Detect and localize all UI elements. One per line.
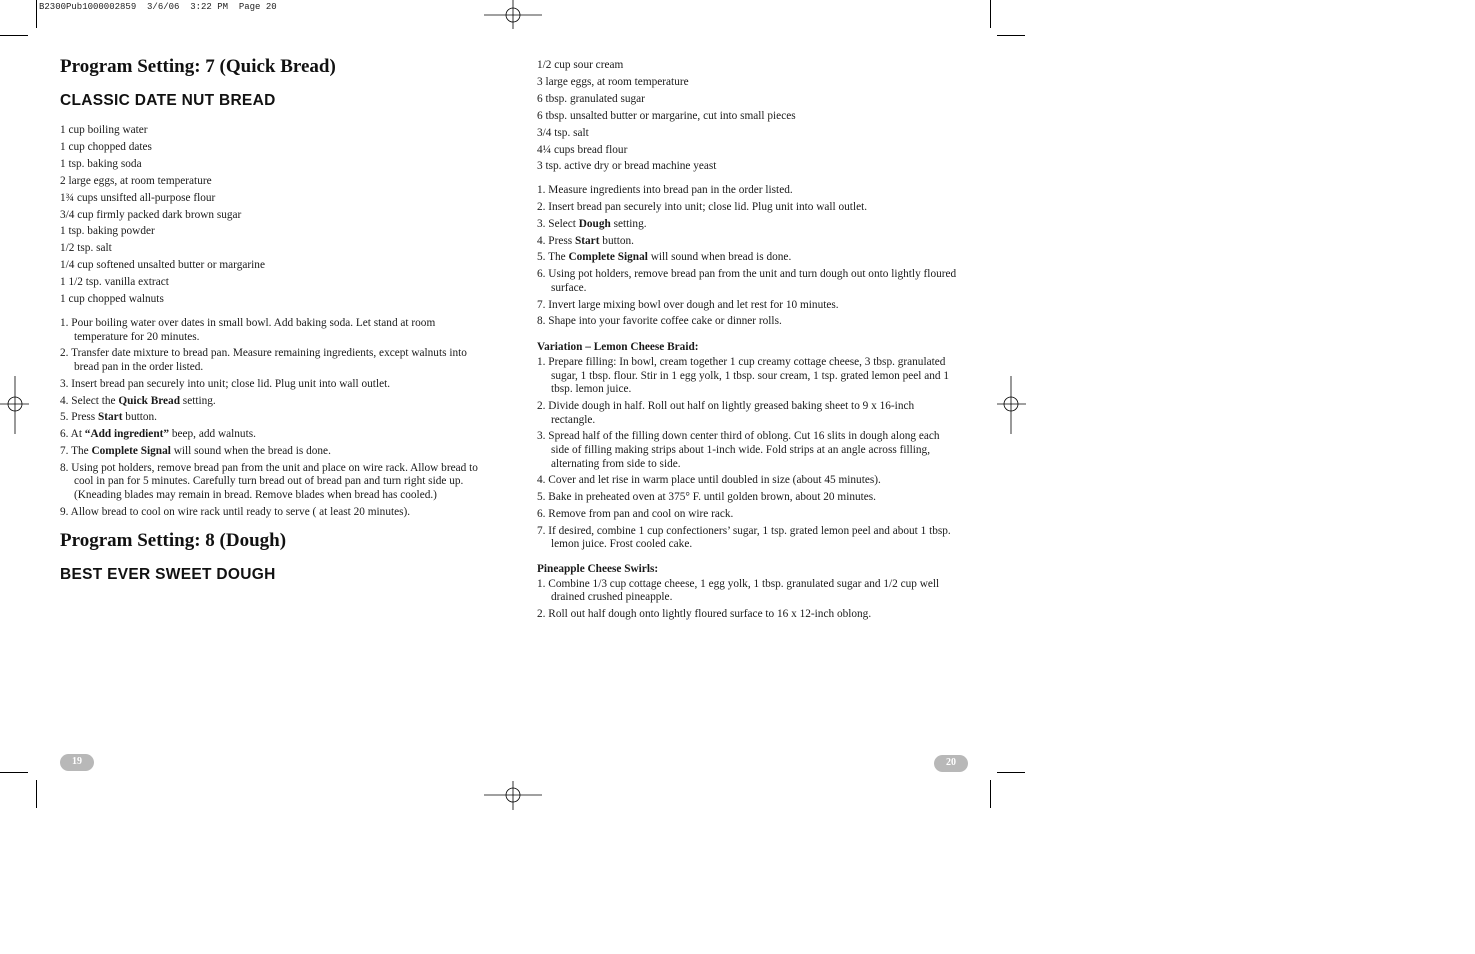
ingredient-item: 1/2 tsp. salt — [60, 242, 112, 255]
step-text: 5. The — [537, 251, 569, 264]
step-item — [60, 378, 480, 392]
step-text: 2. Divide dough in half. Roll out half on lightly greased baking sheet to 9 x 16-inch rectangle. — [537, 399, 915, 426]
printer-slug-line: B2300Pub1000002859 3/6/06 3:22 PM Page 20 — [39, 2, 277, 12]
step-item — [537, 201, 957, 215]
step-item — [537, 578, 957, 605]
step-item — [537, 184, 957, 198]
step-item — [60, 506, 480, 520]
registration-mark-left — [0, 375, 30, 435]
step-text: 1. Combine 1/3 cup cottage cheese, 1 egg yolk, 1 tbsp. granulated sugar and 1/2 cup well drained crushed pineapple. — [537, 577, 940, 604]
ingredient-item: 3 large eggs, at room temperature — [537, 75, 689, 88]
step-text: 8. Using pot holders, remove bread pan from the unit and place on wire rack. Allow bread to cool in pan for 5 minutes. Carefully turn bread out of bread pan and turn right side up. (Kneading blades may remain in bread. Remove blades when bread has cooled.) — [60, 461, 478, 501]
ingredient-item: 2 large eggs, at room temperature — [60, 174, 212, 187]
step-text: setting. — [179, 394, 216, 407]
step-text: 3. Spread half of the filling down center third of oblong. Cut 16 slits in dough along each side of filling making strips about 1-inch wide. Fold strips at an angle across filling, alternating from side to side. — [537, 430, 940, 470]
step-text: 7. The — [60, 444, 92, 457]
ingredient-item: 1 cup chopped walnuts — [60, 293, 164, 306]
step-text: 7. Invert large mixing bowl over dough and let rest for 10 minutes. — [537, 298, 839, 311]
step-text: 7. If desired, combine 1 cup confectioners’ sugar, 1 tsp. grated lemon peel and about 1 tbsp. lemon juice. Frost cooled cake. — [537, 524, 951, 551]
step-text: 3. Insert bread pan securely into unit; close lid. Plug unit into wall outlet. — [60, 377, 391, 390]
ingredient-item: 1/2 cup sour cream — [537, 59, 624, 71]
step-item — [537, 474, 957, 488]
step-text: will sound when the bread is done. — [170, 444, 331, 457]
recipe-title-date-nut-bread: CLASSIC DATE NUT BREAD — [60, 92, 276, 109]
step-item — [60, 395, 480, 409]
step-bold-term: Complete Signal — [568, 251, 648, 264]
ingredient-item: 1 cup chopped dates — [60, 140, 152, 153]
step-text: 8. Shape into your favorite coffee cake or dinner rolls. — [537, 315, 782, 328]
step-text: will sound when bread is done. — [647, 251, 792, 264]
step-text: 1. Prepare filling: In bowl, cream together 1 cup creamy cottage cheese, 3 tbsp. granulated sugar, 1 tbsp. flour. Stir in 1 egg yolk, 1 tbsp. sour cream, 1 tsp. grated lemon peel and 1 tbsp. lemon juice. — [537, 356, 950, 396]
registration-mark-right — [996, 375, 1026, 435]
step-text: 2. Transfer date mixture to bread pan. Measure remaining ingredients, except walnuts into bread pan in the order listed. — [60, 347, 467, 373]
ingredient-item: 3/4 cup firmly packed dark brown sugar — [60, 208, 242, 221]
step-text: setting. — [610, 217, 647, 230]
step-item — [537, 525, 957, 552]
step-list — [60, 317, 480, 519]
page-number-badge: 20 — [934, 755, 968, 772]
ingredient-item: 3 tsp. active dry or bread machine yeast — [537, 160, 717, 173]
registration-mark-top — [483, 0, 543, 30]
ingredient-item: 1 cup boiling water — [60, 124, 148, 136]
ingredient-item: 3/4 tsp. salt — [537, 126, 589, 139]
ingredient-item: 1/4 cup softened unsalted butter or margarine — [60, 259, 265, 272]
step-item — [537, 251, 957, 265]
step-text: 4. Cover and let rise in warm place until doubled in size (about 45 minutes). — [537, 474, 881, 487]
step-text: 9. Allow bread to cool on wire rack until ready to serve ( at least 20 minutes). — [60, 505, 411, 518]
step-list — [537, 184, 957, 329]
ingredient-item: 4¼ cups bread flour — [537, 143, 628, 156]
step-text: 3. Select — [537, 217, 579, 230]
left-page-column — [60, 56, 480, 584]
step-item — [537, 235, 957, 249]
step-item — [537, 299, 957, 313]
step-text: 4. Press — [537, 234, 575, 247]
step-item — [60, 428, 480, 442]
ingredient-item: 1 1/2 tsp. vanilla extract — [60, 276, 169, 289]
step-text: 2. Insert bread pan securely into unit; close lid. Plug unit into wall outlet. — [537, 201, 868, 214]
step-item — [60, 317, 480, 344]
step-bold-term: Start — [97, 411, 123, 424]
registration-mark-bottom — [483, 780, 543, 810]
step-text: 1. Pour boiling water over dates in small bowl. Add baking soda. Let stand at room temperature for 20 minutes. — [60, 316, 436, 343]
step-text: beep, add walnuts. — [169, 428, 256, 441]
step-text: 5. Press — [60, 411, 98, 424]
program-heading-dough: Program Setting: 8 (Dough) — [60, 530, 287, 552]
ingredient-item: 6 tbsp. unsalted butter or margarine, cut into small pieces — [537, 109, 796, 122]
ingredient-list — [60, 122, 480, 308]
step-item — [537, 430, 957, 471]
step-item — [537, 508, 957, 522]
step-item — [537, 268, 957, 295]
step-bold-term: “Add ingredient” — [84, 428, 170, 441]
ingredient-item: 1 tsp. baking powder — [60, 225, 155, 238]
step-list — [537, 578, 957, 622]
step-bold-term: Dough — [578, 217, 611, 230]
step-item — [537, 608, 957, 622]
step-item — [60, 347, 480, 374]
ingredient-item: 6 tbsp. granulated sugar — [537, 92, 645, 105]
step-item — [60, 462, 480, 503]
swirls-heading: Pineapple Cheese Swirls: — [537, 562, 659, 575]
step-text: 2. Roll out half dough onto lightly floured surface to 16 x 12-inch oblong. — [537, 608, 872, 621]
step-text: 5. Bake in preheated oven at 375° F. until golden brown, about 20 minutes. — [537, 491, 877, 504]
ingredient-list — [537, 57, 957, 175]
step-text: button. — [599, 234, 634, 247]
step-list — [537, 356, 957, 552]
step-text: button. — [122, 411, 157, 424]
ingredient-item: 1¾ cups unsifted all-purpose flour — [60, 191, 216, 204]
step-text: 6. At — [60, 428, 85, 441]
step-item — [537, 356, 957, 397]
step-bold-term: Complete Signal — [91, 444, 171, 457]
step-text: 4. Select the — [60, 394, 119, 407]
step-item — [537, 400, 957, 427]
variation-heading: Variation – Lemon Cheese Braid: — [537, 341, 699, 353]
step-text: 6. Remove from pan and cool on wire rack. — [537, 507, 734, 520]
step-item — [537, 491, 957, 505]
step-text: 1. Measure ingredients into bread pan in the order listed. — [537, 184, 793, 197]
step-bold-term: Start — [574, 234, 600, 247]
right-page-column — [537, 57, 957, 625]
ingredient-item: 1 tsp. baking soda — [60, 157, 142, 170]
step-item — [60, 445, 480, 459]
step-text: 6. Using pot holders, remove bread pan from the unit and turn dough out onto lightly floured surface. — [537, 268, 957, 294]
step-item — [537, 218, 957, 232]
step-bold-term: Quick Bread — [118, 394, 180, 407]
program-heading-quick-bread: Program Setting: 7 (Quick Bread) — [60, 56, 336, 77]
page-number-badge: 19 — [60, 754, 94, 771]
step-item — [537, 315, 957, 329]
recipe-title-sweet-dough: BEST EVER SWEET DOUGH — [60, 566, 276, 584]
step-item — [60, 411, 480, 425]
